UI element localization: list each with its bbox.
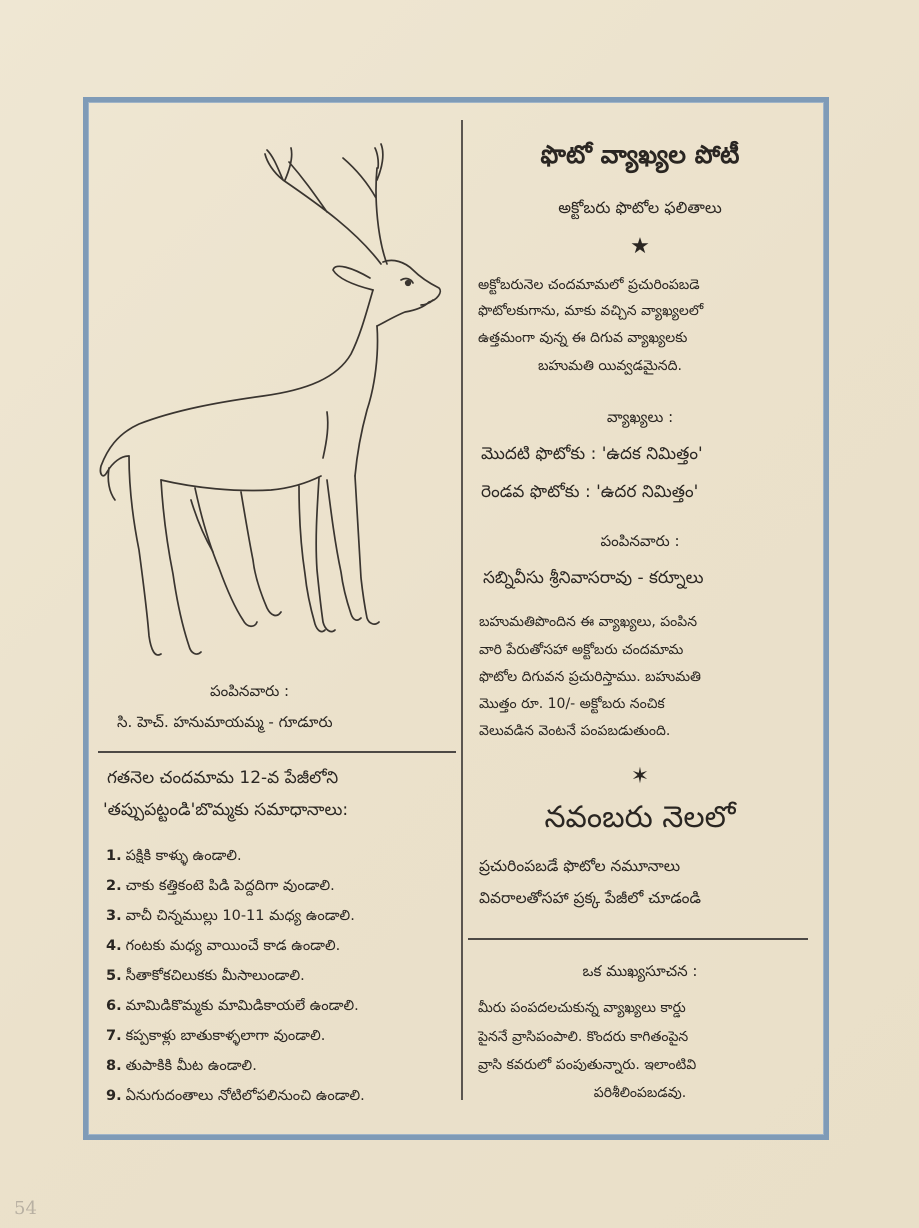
left-sender-name: సి. హెచ్. హనుమాయమ్మ - గూడూరు [117, 713, 333, 731]
right-section-divider [468, 938, 808, 940]
comments-label: వ్యాఖ్యలు : [606, 408, 674, 426]
page-number: 54 [14, 1198, 37, 1219]
list-item-number: 7. [106, 1028, 122, 1044]
list-item-number: 1. [106, 848, 122, 864]
notice-line: పైననే వ్రాసిపంపాలి. కొందరు కాగితంపైన [478, 1029, 689, 1045]
intro-line: బహుమతి యివ్వడమైనది. [538, 358, 682, 374]
star-separator-2: ✶ [630, 764, 650, 789]
list-item-text: గంటకు మధ్య వాయించే కాడ ఉండాలి. [125, 938, 341, 954]
column-divider [461, 120, 463, 1100]
answers-heading-line-2: 'తప్పుపట్టండి'బొమ్మకు సమాధానాలు: [103, 800, 349, 820]
intro-line: ఫొటోలకుగాను, మాకు వచ్చిన వ్యాఖ్యలలో [478, 303, 704, 319]
list-item [106, 998, 359, 1018]
photo-1-comment: మొదటి ఫొటోకు : 'ఉదక నిమిత్తం' [481, 444, 703, 464]
list-item-text: కప్పకాళ్లు బాతుకాళ్ళలాగా వుండాలి. [125, 1028, 326, 1044]
prize-line: మొత్తం రూ. 10/- అక్టోబరు నంచిక [479, 696, 665, 712]
list-item-text: తుపాకికి మీట ఉండాలి. [125, 1058, 257, 1074]
right-sender-label: పంపినవారు : [600, 532, 680, 550]
list-item [106, 848, 242, 868]
contest-title: ఫొటో వ్యాఖ్యల పోటీ [540, 140, 740, 169]
left-section-divider [98, 751, 456, 753]
list-item-number: 5. [106, 968, 122, 984]
star-separator-1: ★ [630, 234, 650, 259]
results-subtitle: అక్టోబరు ఫొటోల ఫలితాలు [558, 198, 722, 217]
prize-line: బహుమతిపొందిన ఈ వ్యాఖ్యలు, పంపిన [479, 614, 698, 630]
list-item-number: 3. [106, 908, 122, 924]
notice-heading: ఒక ముఖ్యసూచన : [582, 962, 698, 980]
list-item-number: 2. [106, 878, 122, 894]
list-item-text: పక్షికి కాళ్ళు ఉండాలి. [125, 848, 242, 864]
list-item-number: 4. [106, 938, 122, 954]
intro-line: ఉత్తమంగా వున్న ఈ దిగువ వ్యాఖ్యలకు [478, 330, 688, 346]
list-item [106, 1088, 365, 1108]
list-item-text: చాకు కత్తికంటె పిడి పెద్దదిగా వుండాలి. [125, 878, 335, 894]
list-item-text: ఏనుగుదంతాలు నోటిలోపలినుంచి ఉండాలి. [125, 1088, 365, 1104]
answers-heading-line-1: గతనెల చందమామ 12-వ పేజీలోని [107, 768, 339, 788]
prize-line: ఫొటోల దిగువన ప్రచురిస్తాము. బహుమతి [479, 669, 702, 685]
list-item-number: 9. [106, 1088, 122, 1104]
list-item [106, 878, 335, 898]
list-item-number: 6. [106, 998, 122, 1014]
list-item-text: సీతాకోకచిలుకకు మీసాలుండాలి. [125, 968, 305, 984]
november-line: ప్రచురింపబడే ఫొటోల నమూనాలు [479, 857, 681, 875]
notice-line: మీరు పంపదలచుకున్న వ్యాఖ్యలు కార్డు [478, 1000, 686, 1016]
intro-line: అక్టోబరునెల చందమామలో ప్రచురింపబడె [478, 277, 700, 293]
list-item-number: 8. [106, 1058, 122, 1074]
right-sender-name: సబ్నివీసు శ్రీనివాసరావు - కర్నూలు [483, 568, 704, 588]
list-item [106, 968, 305, 988]
photo-2-comment: రెండవ ఫొటోకు : 'ఉదర నిమిత్తం' [481, 482, 699, 502]
prize-line: వెలువడిన వెంటనే పంపబడుతుంది. [479, 723, 671, 739]
list-item [106, 1028, 325, 1048]
left-sender-label: పంపినవారు : [210, 682, 290, 700]
notice-line: వ్రాసి కవరులో పంపుతున్నారు. ఇలాంటివి [478, 1057, 697, 1073]
november-heading: నవంబరు నెలలో [544, 800, 736, 835]
list-item-text: వాచీ చిన్నముల్లు 10-11 మధ్య ఉండాలి. [125, 908, 355, 924]
list-item [106, 1058, 257, 1078]
list-item-text: మామిడికొమ్మకు మామిడికాయలే ఉండాలి. [125, 998, 359, 1014]
deer-illustration [95, 140, 460, 670]
notice-line: పరిశీలింపబడవు. [593, 1085, 687, 1101]
november-line: వివరాలతోసహా ప్రక్క పేజీలో చూడండి [479, 889, 701, 907]
prize-line: వారి పేరుతోసహా అక్టోబరు చందమామ [479, 642, 684, 658]
list-item [106, 908, 355, 928]
list-item [106, 938, 340, 958]
